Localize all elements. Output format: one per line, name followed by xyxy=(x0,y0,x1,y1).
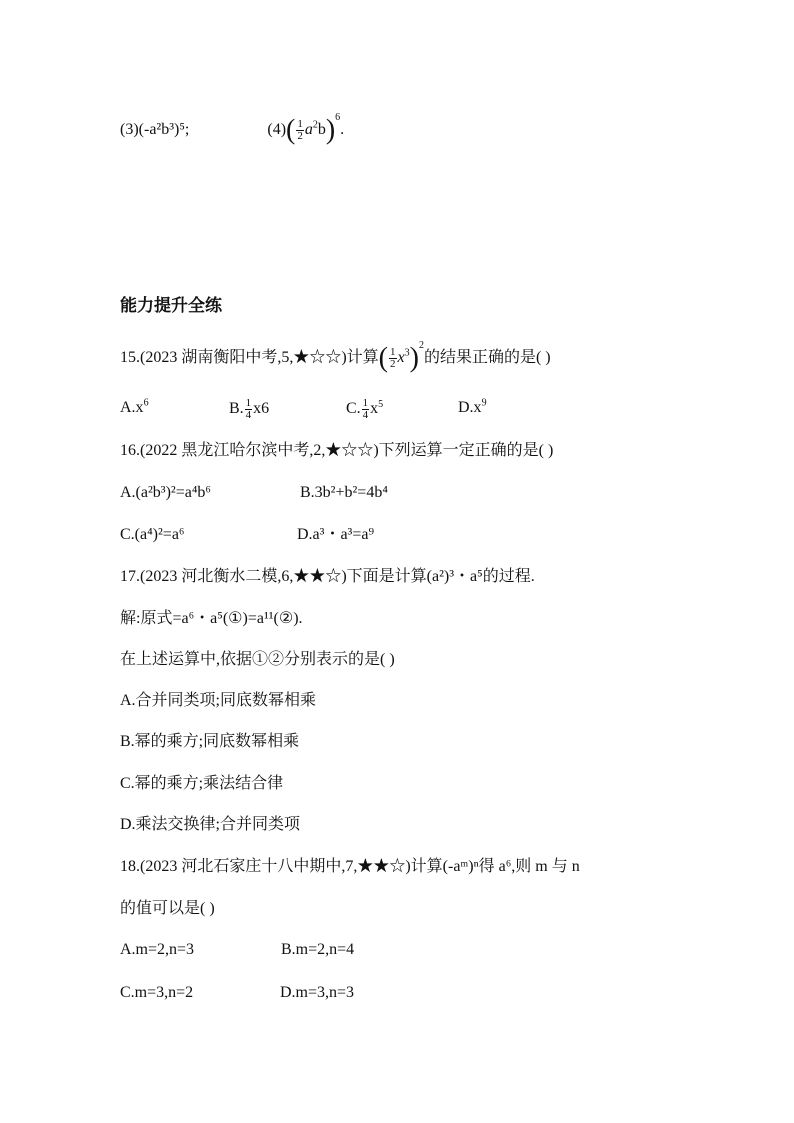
variable-x: x xyxy=(397,349,405,366)
close-paren: ) xyxy=(409,342,419,374)
q15-option-c-label: C. xyxy=(346,400,361,418)
q15-stem-suffix: 的结果正确的是( ) xyxy=(423,349,551,366)
q15-option-d-label: D.x xyxy=(458,399,482,416)
fraction-denominator: 2 xyxy=(390,357,396,370)
question-15-stem xyxy=(120,340,551,374)
fraction xyxy=(389,347,397,370)
q15-option-c-text: x xyxy=(370,400,379,418)
question-17-stem: 17.(2023 河北衡水二模,6,★★☆)下面是计算(a²)³・a⁵的过程. xyxy=(120,568,535,585)
exponent: 3 xyxy=(404,347,410,359)
q17-question: 在上述运算中,依据①②分别表示的是( ) xyxy=(120,651,395,668)
question-18-stem-cont: 的值可以是( ) xyxy=(120,900,215,917)
q15-option-a-label: A.x xyxy=(120,399,144,416)
fraction-denominator: 4 xyxy=(362,409,369,421)
q18-option-d: D.m=3,n=3 xyxy=(280,984,355,1001)
q15-stem-prefix: 15.(2023 湖南衡阳中考,5,★☆☆)计算 xyxy=(120,349,379,366)
exponent: 6 xyxy=(143,397,149,409)
sub-problem-row xyxy=(120,112,345,146)
fraction xyxy=(362,398,370,421)
q16-option-a: A.(a²b³)²=a⁴b⁶ xyxy=(120,484,211,501)
fraction xyxy=(296,119,304,142)
section-title: 能力提升全练 xyxy=(120,296,222,316)
q17-option-b: B.幂的乘方;同底数幂相乘 xyxy=(120,733,300,750)
outer-exponent: 6 xyxy=(335,112,341,123)
exponent: 5 xyxy=(378,398,384,410)
sub-problem-4-label: (4) xyxy=(267,121,287,138)
q17-option-d: D.乘法交换律;合并同类项 xyxy=(120,816,301,833)
sub-problem-4 xyxy=(267,112,345,146)
open-paren: ( xyxy=(378,342,388,374)
q15-option-b-label: B. xyxy=(229,400,244,418)
fraction-numerator: 1 xyxy=(245,397,252,409)
close-paren: ) xyxy=(325,114,336,146)
fraction-denominator: 2 xyxy=(297,129,303,142)
open-paren: ( xyxy=(286,114,296,146)
q15-option-a xyxy=(120,398,149,418)
question-16-stem: 16.(2022 黑龙江哈尔滨中考,2,★☆☆)下列运算一定正确的是( ) xyxy=(120,442,554,459)
end-period: . xyxy=(340,121,345,138)
outer-exponent: 2 xyxy=(418,340,424,351)
fraction-numerator: 1 xyxy=(390,345,396,358)
variable-a: a xyxy=(304,121,313,138)
q16-option-d: D.a³・a³=a⁹ xyxy=(297,526,375,543)
q15-option-d xyxy=(458,398,487,418)
fraction xyxy=(245,398,253,421)
q17-option-a: A.合并同类项;同底数幂相乘 xyxy=(120,692,317,709)
fraction-numerator: 1 xyxy=(362,397,369,409)
q17-option-c: C.幂的乘方;乘法结合律 xyxy=(120,775,284,792)
q15-option-b-text: x6 xyxy=(253,400,270,418)
q16-option-b: B.3b²+b²=4b⁴ xyxy=(300,484,388,501)
sub-problem-3: (3)(-a²b³)⁵; xyxy=(120,121,190,138)
q17-solution: 解:原式=a⁶・a⁵(①)=a¹¹(②). xyxy=(120,610,303,627)
question-18-stem: 18.(2023 河北石家庄十八中期中,7,★★☆)计算(-aᵐ)ⁿ得 a⁶,则 m 与 n xyxy=(120,858,580,875)
exponent: 9 xyxy=(481,397,487,409)
q16-option-c: C.(a⁴)²=a⁶ xyxy=(120,526,185,543)
q15-option-b xyxy=(229,398,269,421)
q18-option-a: A.m=2,n=3 xyxy=(120,941,195,958)
fraction-denominator: 4 xyxy=(245,409,252,421)
q15-option-c xyxy=(346,398,383,421)
q18-option-b: B.m=2,n=4 xyxy=(281,941,355,958)
variable-b: b xyxy=(317,121,326,138)
exponent: 2 xyxy=(312,119,318,131)
fraction-numerator: 1 xyxy=(297,117,303,130)
q18-option-c: C.m=3,n=2 xyxy=(120,984,194,1001)
